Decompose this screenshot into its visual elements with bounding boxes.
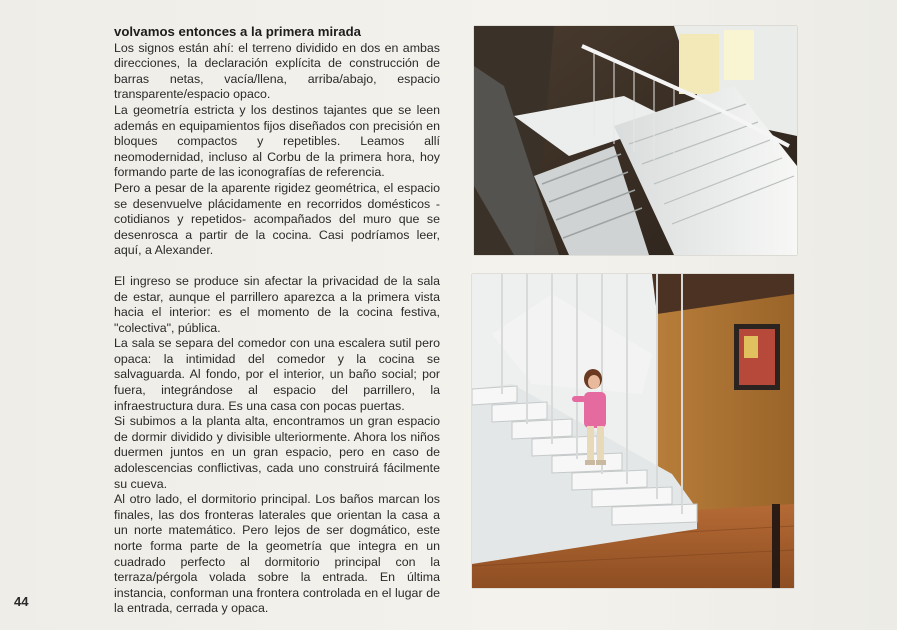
staircase-from-above-photo bbox=[474, 26, 797, 255]
article-heading: volvamos entonces a la primera mirada bbox=[114, 24, 362, 39]
staircase-from-above-illustration bbox=[474, 26, 797, 255]
section-gap bbox=[114, 259, 440, 274]
paragraph: Pero a pesar de la aparente rigidez geométrica, el espacio se desenvuelve plácidamente en recorridos domésticos - cotidianos y repetidos- acompañados del muro que se desenrosca a partir de la cocina. Casi podríamos leer, aquí, a Alexander. bbox=[114, 180, 440, 258]
paragraph: La sala se separa del comedor con una escalera sutil pero opaca: la intimidad del comedor y la cocina se salvaguarda. Al fondo, por el interior, un baño social; por fuera, integrándose al espacio del parrillero, la infraestructura dura. Es una casa con pocas puertas. bbox=[114, 336, 440, 413]
girl-on-staircase-illustration bbox=[472, 274, 794, 588]
paragraph: Los signos están ahí: el terreno dividido en dos en ambas direcciones, la declaración explícita de construcción de barras netas, vacía/llena, arriba/abajo, espacio transparente/espacio opaco. bbox=[114, 40, 440, 102]
paragraph: El ingreso se produce sin afectar la privacidad de la sala de estar, aunque el parrillero aparezca a la primera vista hacia el interior: es el momento de la cocina festiva, "colectiva", pública. bbox=[114, 273, 440, 335]
paragraph: Si subimos a la planta alta, encontramos un gran espacio de dormir dividido y divisible ulteriormente. Ahora los niños duermen juntos en un gran espacio, pero en caso de adolescencias conflictivas, cada uno construirá fácilmente su cueva. bbox=[114, 414, 440, 491]
paragraph: Al otro lado, el dormitorio principal. Los baños marcan los finales, las dos fronteras laterales que orientan la casa a un norte matemático. Pero lejos de ser dogmático, este norte forma parte de la geometría que integra en un cuadrado perfecto al dormitorio principal con la terraza/pérgola volada sobre la entrada. En última instancia, conforman una frontera controlada en el lugar de la entrada, cerrada y opaca. bbox=[114, 492, 440, 616]
paragraph: La geometría estricta y los destinos tajantes que se leen además en equipamientos fijos diseñados con precisión en bloques compactos y repetibles. Leamos allí neomodernidad, incluso al Corbu de la primera hora, hoy formando parte de las iconografías de referencia. bbox=[114, 102, 440, 180]
article-text-column bbox=[114, 24, 440, 617]
page-number: 44 bbox=[14, 594, 29, 609]
girl-on-staircase-photo bbox=[472, 274, 794, 588]
